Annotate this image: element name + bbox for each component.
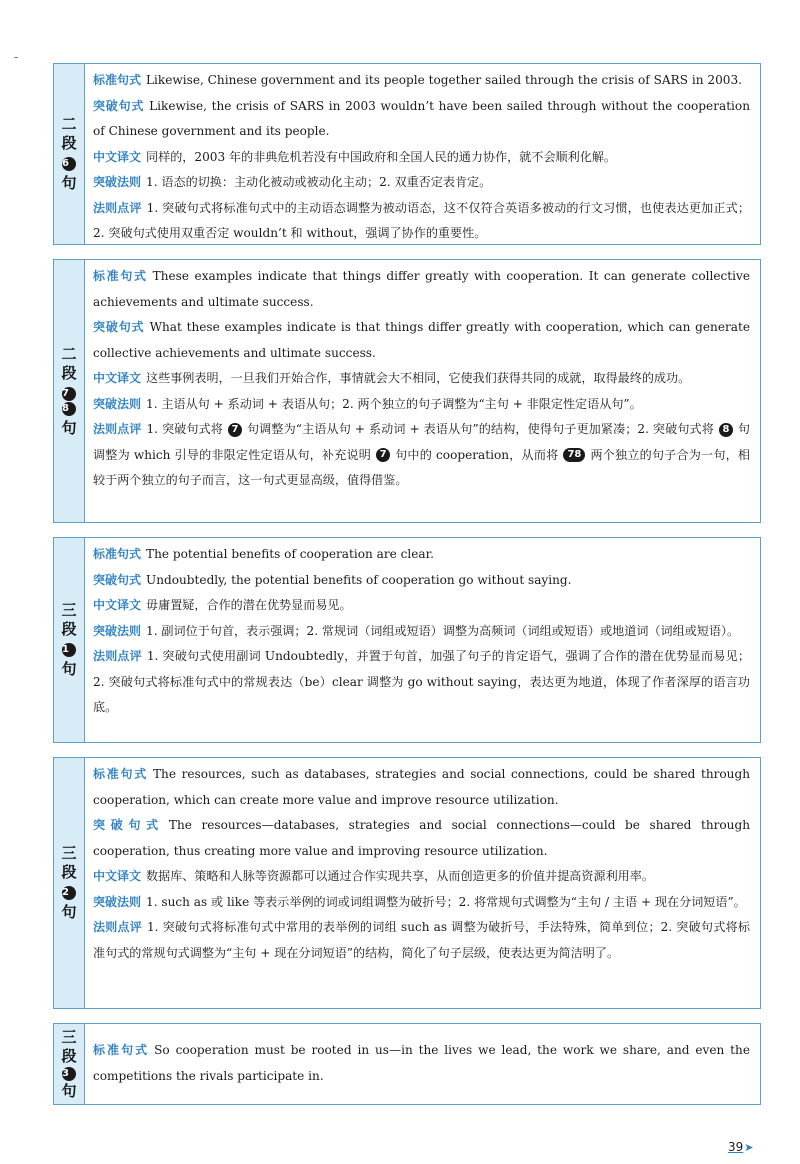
block-side-label [54, 64, 85, 244]
row-comment [93, 196, 750, 246]
row-translation [93, 593, 750, 619]
side-paragraph: 二 [61, 344, 77, 363]
label-breakthrough: 突破句式 [93, 320, 145, 334]
side-sentence-number: 7 [62, 387, 76, 401]
side-duan: 段 [61, 863, 77, 881]
sentence-block-2-6 [53, 63, 761, 245]
row-comment [93, 915, 750, 966]
label-breakthrough: 突破句式 [93, 98, 145, 113]
side-ju: 句 [61, 418, 77, 437]
block-content [85, 1024, 760, 1104]
side-sentence-number: 1 [62, 643, 76, 657]
side-paragraph: 三 [61, 1027, 77, 1046]
text-standard: So cooperation must be rooted in us—in the lives we lead, the work we share, and even the competitions the rivals participate in. [93, 1043, 750, 1083]
comment-part: 句调整为“主语从句 + 系动词 + 表语从句”的结构，使得句子更加紧凑；2. 突破句式将 [242, 422, 718, 436]
page-mark: - [14, 50, 19, 64]
comment-part: 句调整为 which 引导的非限定性定语从句，补充说明 [93, 422, 750, 462]
row-standard [93, 68, 750, 94]
label-translation: 中文译文 [93, 149, 142, 164]
text-translation: 数据库、策略和人脉等资源都可以通过合作实现共享，从而创造更多的价值并提高资源利用率。 [146, 869, 654, 883]
side-duan: 段 [61, 1046, 77, 1065]
sentence-ref-8: 8 [719, 423, 733, 437]
comment-part: 两个独立的句子合为一句，相较于两个独立的句子而言，这一句式更显高级，值得借鉴。 [93, 447, 750, 487]
label-comment: 法则点评 [93, 422, 142, 436]
label-translation: 中文译文 [93, 371, 142, 385]
block-content [85, 758, 760, 1008]
arrow-icon: ➤ [744, 1141, 754, 1154]
text-rule: 1. 主语从句 + 系动词 + 表语从句；2. 两个独立的句子调整为“主句 + 非限定性定语从句”。 [146, 396, 642, 411]
text-translation: 这些事例表明，一旦我们开始合作，事情就会大不相同，它使我们获得共同的成就，取得最终的成功。 [146, 371, 691, 385]
block-side-label [54, 1024, 85, 1104]
label-rule: 突破法则 [93, 396, 142, 411]
side-sentence-number: 6 [62, 157, 76, 171]
sentence-block-2-7-8 [53, 259, 761, 523]
label-translation: 中文译文 [93, 598, 142, 612]
row-breakthrough [93, 94, 750, 145]
sentence-block-3-1 [53, 537, 761, 743]
side-ju: 句 [61, 1081, 77, 1100]
row-standard [93, 1038, 750, 1089]
block-content [85, 260, 760, 522]
side-paragraph: 三 [61, 844, 77, 862]
sentence-ref-7: 7 [228, 423, 242, 437]
side-paragraph: 三 [61, 601, 77, 619]
comment-part: 1. 突破句式将 [146, 422, 227, 436]
side-sentence-number: 2 [62, 886, 76, 900]
row-rule [93, 890, 750, 916]
sentence-ref-7-8: 78 [563, 448, 585, 462]
side-ju: 句 [61, 903, 77, 921]
label-translation: 中文译文 [93, 869, 142, 883]
text-comment: 1. 突破句式将标准句式中的主动语态调整为被动语态，这不仅符合英语多被动的行文习惯，也使表达更加正式；2. 突破句式使用双重否定 wouldn’t 和 without，强调了协作的重要性。 [93, 200, 750, 240]
label-rule: 突破法则 [93, 623, 142, 638]
label-breakthrough: 突破句式 [93, 572, 142, 587]
label-standard: 标准句式 [93, 73, 142, 87]
side-duan: 段 [61, 620, 77, 638]
row-comment [93, 417, 750, 494]
comment-part: 句中的 cooperation，从而将 [391, 447, 563, 462]
row-breakthrough [93, 315, 750, 366]
side-sentence-number: 3 [62, 1067, 76, 1081]
text-standard: Likewise, Chinese government and its people together sailed through the crisis of SARS in 2003. [146, 73, 743, 87]
text-rule: 1. such as 或 like 等表示举例的词或词组调整为破折号；2. 将常规句式调整为“主句 / 主语 + 现在分词短语”。 [146, 894, 746, 909]
block-side-label [54, 538, 85, 742]
row-rule [93, 392, 750, 418]
row-rule [93, 170, 750, 196]
block-side-label [54, 758, 85, 1008]
sentence-block-3-3 [53, 1023, 761, 1105]
text-comment: 1. 突破句式将标准句式中常用的表举例的词组 such as 调整为破折号，手法特殊，简单到位；2. 突破句式将标准句式的常规句式调整为“主句 + 现在分词短语”的结构，简化了句子层级，使表达更为简洁明了。 [93, 920, 750, 960]
sentence-block-3-2 [53, 757, 761, 1009]
text-breakthrough: The resources—databases, strategies and social connections—could be shared through cooperation, thus creating more value and improving resource utilization. [93, 818, 750, 858]
block-content [85, 538, 760, 742]
page-footer [728, 1140, 754, 1154]
label-breakthrough: 突破句式 [93, 818, 164, 832]
text-comment: 1. 突破句式使用副词 Undoubtedly，并置于句首，加强了句子的肯定语气，强调了合作的潜在优势显而易见；2. 突破句式将标准句式中的常规表达（be）clear 调整为 go without saying，表达更为地道，体现了作者深厚的语言功底。 [93, 649, 750, 714]
row-translation [93, 366, 750, 392]
text-rule: 1. 副词位于句首，表示强调；2. 常规词（词组或短语）调整为高频词（词组或短语）或地道词（词组或短语）。 [146, 623, 740, 638]
label-standard: 标准句式 [93, 767, 148, 781]
row-standard [93, 542, 750, 568]
text-standard: These examples indicate that things differ greatly with cooperation. It can generate collective achievements and ultimate success. [93, 269, 750, 309]
text-translation: 同样的，2003 年的非典危机若没有中国政府和全国人民的通力协作，就不会顺利化解。 [146, 149, 617, 164]
side-duan: 段 [61, 134, 77, 152]
sentence-ref-7: 7 [376, 448, 390, 462]
label-standard: 标准句式 [93, 269, 148, 283]
text-breakthrough: Likewise, the crisis of SARS in 2003 wouldn’t have been sailed through without the cooperation of Chinese government and its people. [93, 98, 750, 138]
label-standard: 标准句式 [93, 1043, 150, 1057]
label-comment: 法则点评 [93, 200, 142, 215]
label-rule: 突破法则 [93, 894, 142, 909]
block-side-label [54, 260, 85, 522]
text-rule: 1. 语态的切换：主动化被动或被动化主动；2. 双重否定表肯定。 [146, 175, 492, 189]
row-rule [93, 619, 750, 645]
side-sentence-number-2: 8 [62, 402, 76, 416]
side-ju: 句 [61, 174, 77, 192]
page-number: 39 [728, 1140, 744, 1154]
row-standard [93, 264, 750, 315]
row-translation [93, 145, 750, 171]
label-comment: 法则点评 [93, 920, 142, 934]
text-standard: The resources, such as databases, strategies and social connections, could be shared through cooperation, which can create more value and improve resource utilization. [93, 767, 750, 807]
row-translation [93, 864, 750, 890]
label-standard: 标准句式 [93, 547, 142, 561]
row-breakthrough [93, 568, 750, 594]
label-rule: 突破法则 [93, 175, 142, 189]
text-breakthrough: Undoubtedly, the potential benefits of cooperation go without saying. [146, 572, 572, 587]
label-comment: 法则点评 [93, 649, 142, 663]
row-comment [93, 644, 750, 721]
text-standard: The potential benefits of cooperation are clear. [146, 547, 434, 561]
text-breakthrough: What these examples indicate is that things differ greatly with cooperation, which can generate collective achievements and ultimate success. [93, 320, 750, 360]
side-paragraph: 二 [61, 115, 77, 133]
row-breakthrough [93, 813, 750, 864]
block-content [85, 64, 760, 244]
side-duan: 段 [61, 363, 77, 382]
row-standard [93, 762, 750, 813]
side-ju: 句 [61, 660, 77, 678]
text-translation: 毋庸置疑，合作的潜在优势显而易见。 [146, 598, 352, 612]
